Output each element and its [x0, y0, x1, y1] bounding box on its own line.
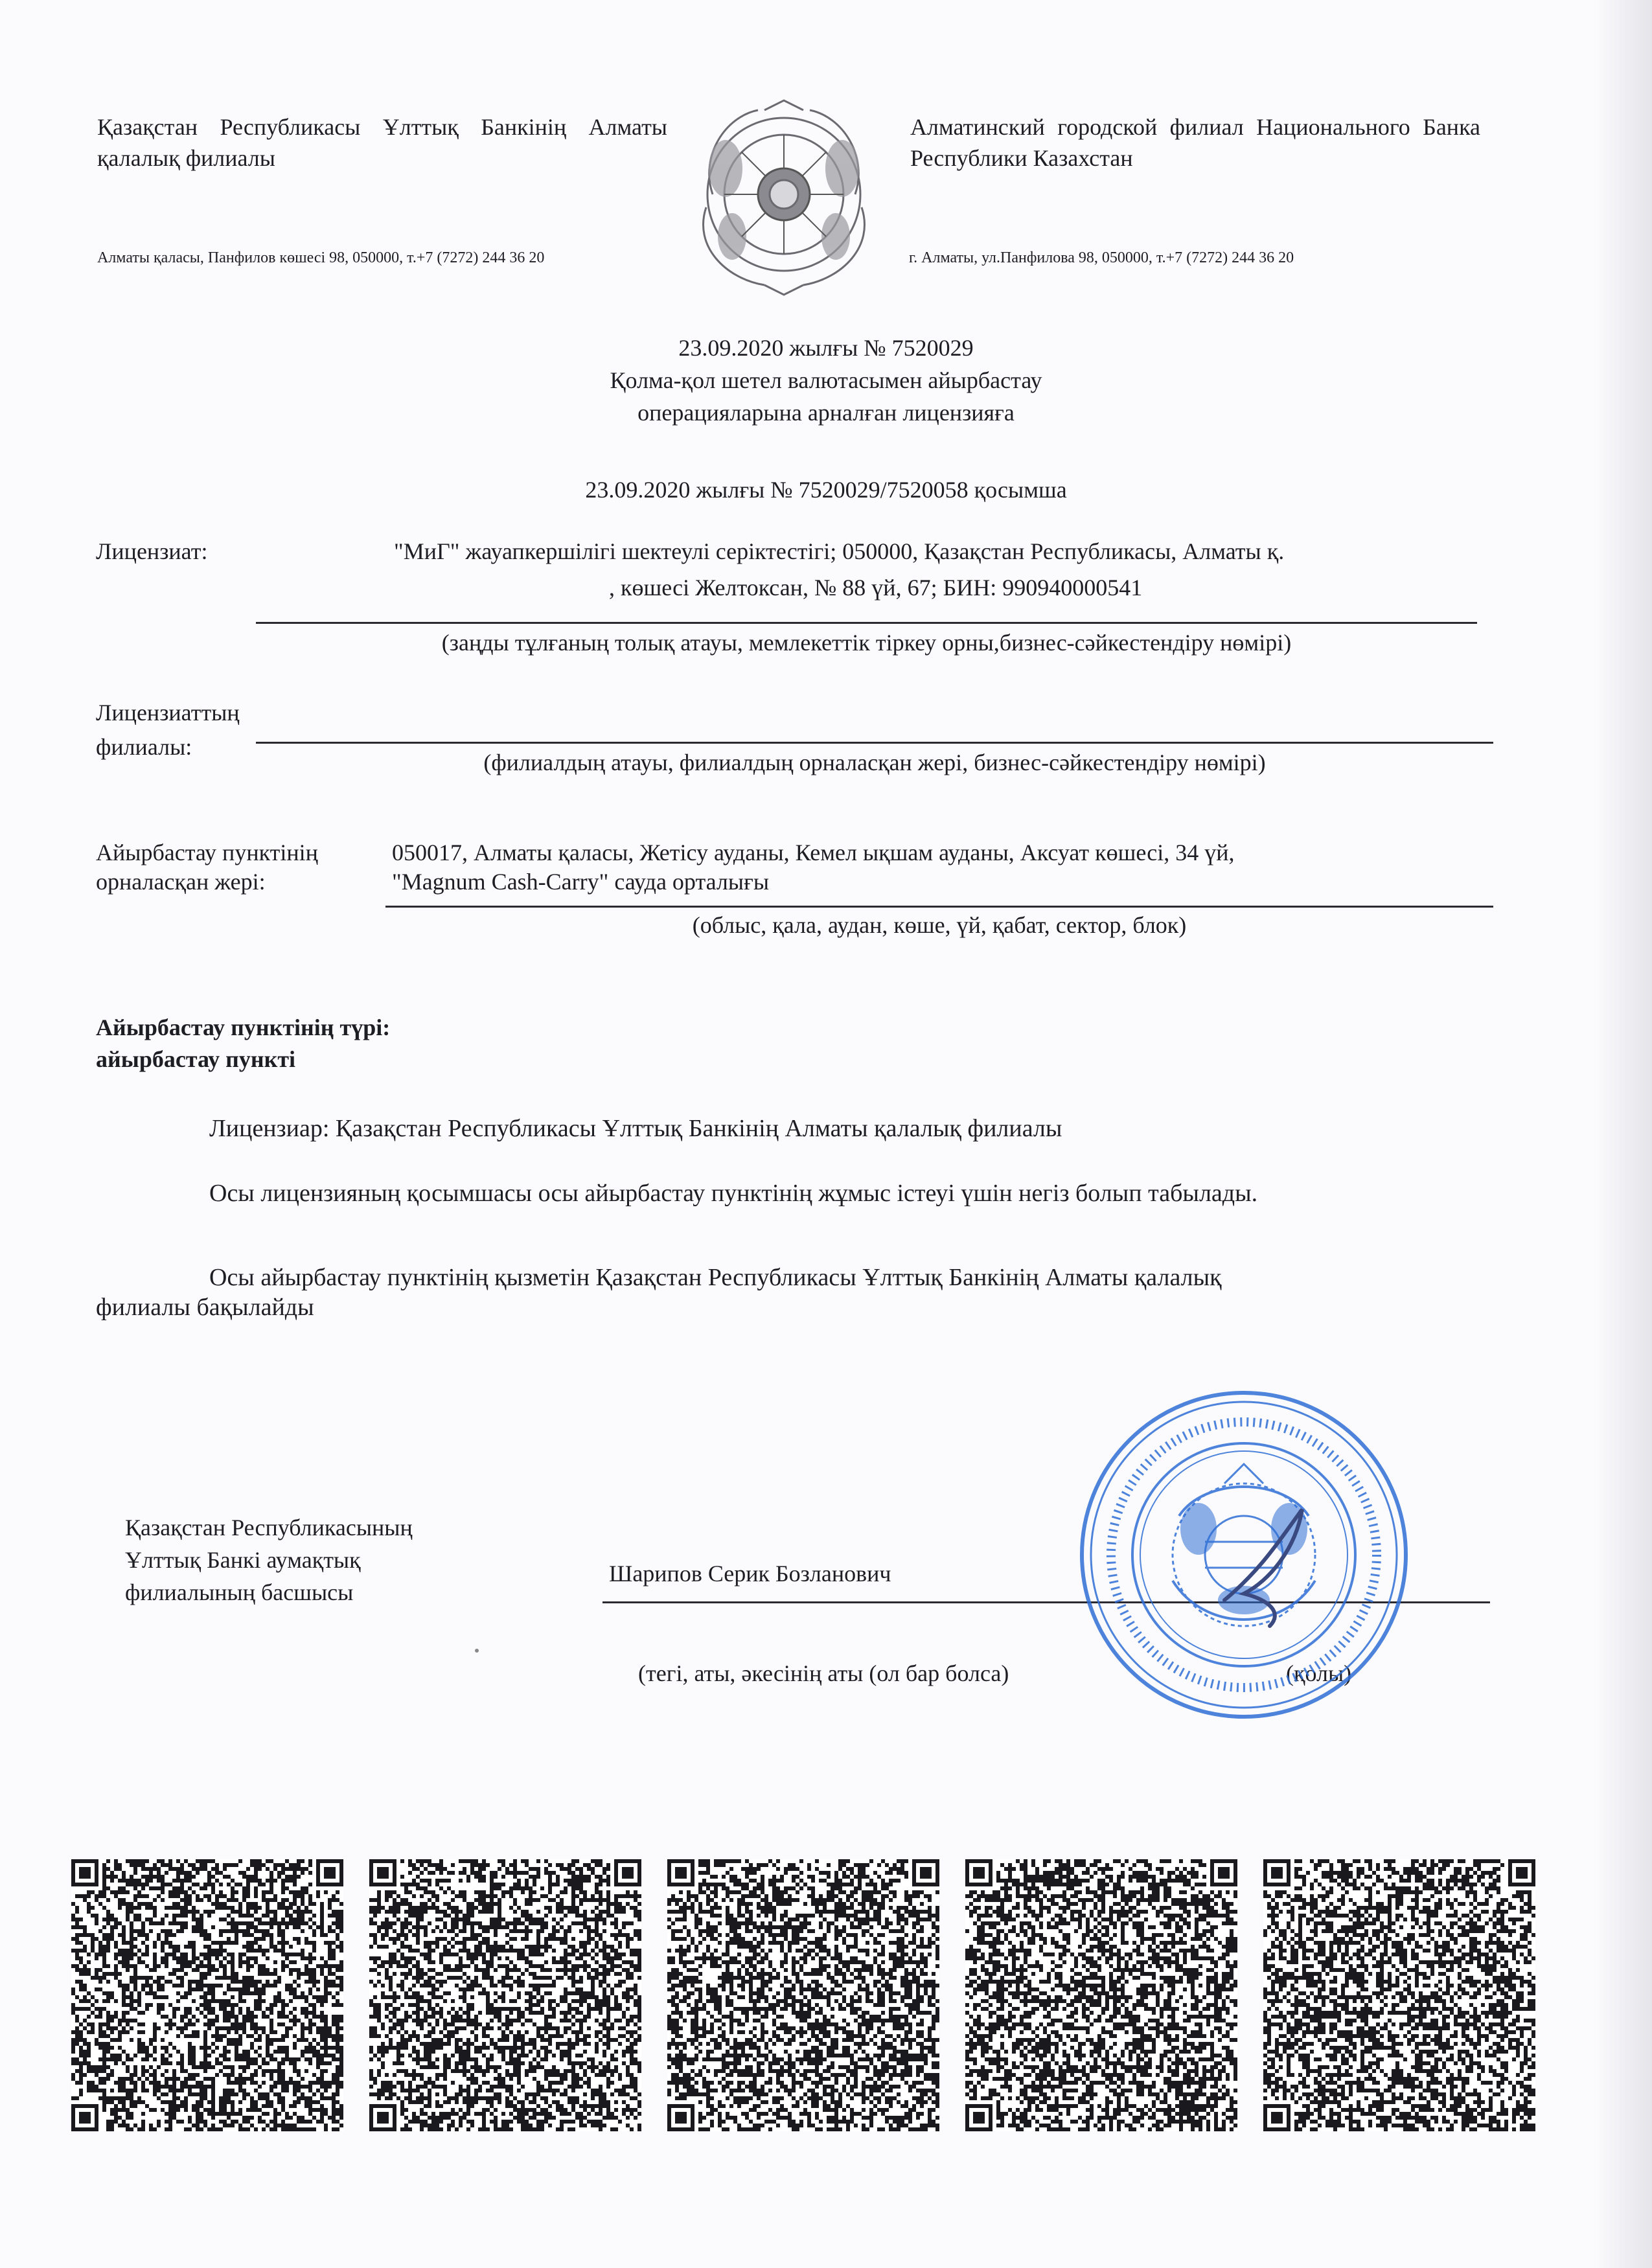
location-label-line2: орналасқан жері: — [96, 869, 266, 895]
license-title-line2: операцияларына арналған лицензияға — [637, 400, 1015, 426]
qr-code-icon — [1263, 1859, 1535, 2131]
state-emblem-icon — [687, 97, 881, 298]
control-paragraph-line2: филиалы бақылайды — [96, 1294, 314, 1321]
licensee-caption: (заңды тұлғаның толық атауы, мемлекеттік тіркеу орны,бизнес-сәйкестендіру нөмірі) — [441, 630, 1292, 656]
location-value-line1: 050017, Алматы қаласы, Жетісу ауданы, Кемел ықшам ауданы, Аксуат көшесі, 34 үй, — [392, 840, 1235, 865]
appendix-number: 23.09.2020 жылғы № 7520029/7520058 қосымша — [585, 477, 1067, 503]
signature-caption: (қолы) — [1286, 1660, 1352, 1686]
qr-code-icon — [71, 1859, 343, 2131]
header-right-address: г. Алматы, ул.Панфилова 98, 050000, т.+7 (7272) 244 36 20 — [909, 249, 1294, 266]
licensee-label: Лицензиат: — [96, 538, 208, 564]
stray-mark — [475, 1649, 479, 1653]
signatory-caption: (тегі, аты, әкесінің аты (ол бар болса) — [638, 1660, 1009, 1686]
branch-caption: (филиалдың атауы, филиалдың орналасқан жері, бизнес-сәйкестендіру нөмірі) — [483, 750, 1266, 775]
header-left-address: Алматы қаласы, Панфилов көшесі 98, 050000, т.+7 (7272) 244 36 20 — [97, 249, 545, 266]
qr-code-icon — [369, 1859, 641, 2131]
branch-underline — [256, 742, 1493, 744]
point-type-label: Айырбастау пунктінің түрі: — [96, 1014, 391, 1040]
header-left-org-name: Қазақстан Республикасы Ұлттық Банкінің Алматы қалалық филиалы — [97, 114, 667, 171]
licensor-paragraph: Лицензиар: Қазақстан Республикасы Ұлттық Банкінің Алматы қалалық филиалы — [209, 1115, 1062, 1142]
licensee-value-line1: "МиГ" жауапкершілігі шектеулі серіктестігі; 050000, Қазақстан Республикасы, Алматы қ. — [394, 538, 1285, 564]
branch-label-line1: Лицензиаттың — [96, 700, 240, 726]
licensee-value-line2: , көшесі Желтоксан, № 88 үй, 67; БИН: 990940000541 — [609, 575, 1143, 601]
signatory-title-line2: Ұлттық Банкі аумақтық — [125, 1547, 361, 1573]
qr-code-icon — [965, 1859, 1237, 2131]
branch-label-line2: филиалы: — [96, 734, 192, 760]
signatory-title-line1: Қазақстан Республикасының — [125, 1515, 413, 1541]
official-seal-icon — [1075, 1386, 1412, 1723]
control-paragraph-line1: Осы айырбастау пунктінің қызметін Қазақстан Республикасы Ұлттық Банкінің Алматы қалалық — [209, 1264, 1222, 1291]
scan-edge-shadow — [1594, 0, 1652, 2268]
location-label-line1: Айырбастау пунктінің — [96, 840, 318, 865]
header-right-org-name: Алматинский городской филиал Национального Банка Республики Казахстан — [910, 114, 1480, 171]
location-caption: (облыс, қала, аудан, көше, үй, қабат, сектор, блок) — [692, 912, 1187, 938]
signatory-title-line3: филиалының басшысы — [125, 1579, 354, 1605]
location-value-line2: "Magnum Cash-Carry" сауда орталығы — [392, 869, 770, 895]
licensee-underline — [256, 622, 1477, 624]
point-type-value: айырбастау пункті — [96, 1046, 296, 1072]
location-underline — [385, 906, 1493, 908]
basis-paragraph: Осы лицензияның қосымшасы осы айырбастау пунктінің жұмыс істеуі үшін негіз болып табылады. — [209, 1180, 1258, 1207]
signatory-name: Шарипов Серик Бозланович — [609, 1561, 891, 1586]
qr-code-icon — [667, 1859, 939, 2131]
license-title-line1: Қолма-қол шетел валютасымен айырбастау — [610, 367, 1042, 393]
license-number: 23.09.2020 жылғы № 7520029 — [678, 335, 974, 361]
